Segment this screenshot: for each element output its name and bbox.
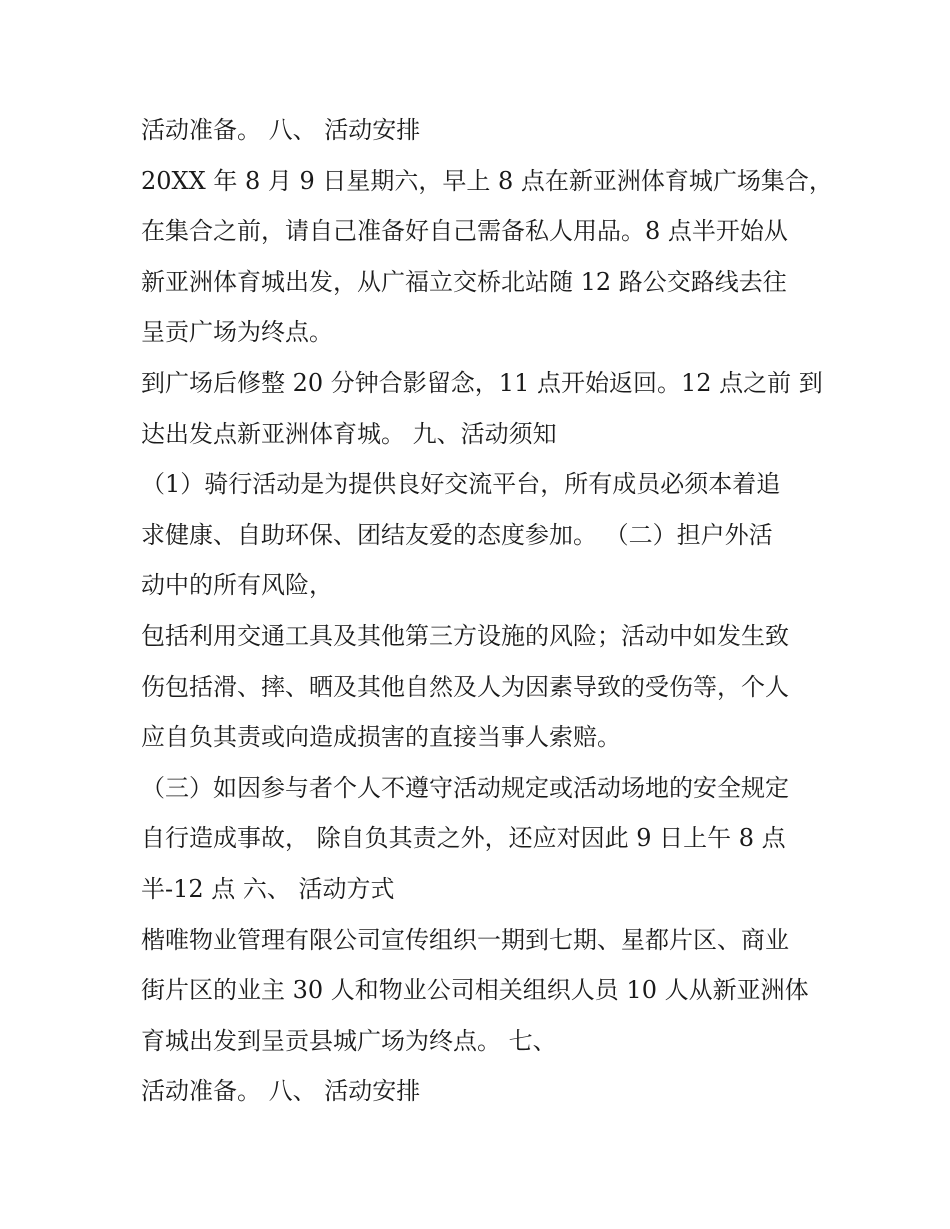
text-line: 动中的所有风险， bbox=[141, 571, 333, 599]
text-line: 20XX 年 8 月 9 日星期六，早上 8 点在新亚洲体育城广场集合， bbox=[141, 167, 833, 195]
text-line: 楷唯物业管理有限公司宣传组织一期到七期、星都片区、商业 bbox=[141, 926, 789, 954]
text-line: 活动准备。 八、 活动安排 bbox=[141, 116, 421, 144]
text-line: 街片区的业主 30 人和物业公司相关组织人员 10 人从新亚洲体 bbox=[141, 976, 809, 1004]
text-line: 到广场后修整 20 分钟合影留念，11 点开始返回。12 点之前 到 bbox=[141, 369, 823, 397]
text-line: 自行造成事故， 除自负其责之外，还应对因此 9 日上午 8 点 bbox=[141, 824, 786, 852]
text-line: （1）骑行活动是为提供良好交流平台，所有成员必须本着追 bbox=[141, 470, 781, 498]
text-line: 活动准备。 八、 活动安排 bbox=[141, 1077, 421, 1105]
text-line: 在集合之前，请自己准备好自己需备私人用品。8 点半开始从 bbox=[141, 217, 788, 245]
text-line: 育城出发到呈贡县城广场为终点。 七、 bbox=[141, 1027, 557, 1055]
text-line: 呈贡广场为终点。 bbox=[141, 318, 333, 346]
text-line: 应自负其责或向造成损害的直接当事人索赔。 bbox=[141, 723, 621, 751]
text-line: 求健康、自助环保、团结友爱的态度参加。 （二）担户外活 bbox=[141, 521, 773, 549]
text-line: 伤包括滑、摔、晒及其他自然及人为因素导致的受伤等，个人 bbox=[141, 673, 789, 701]
text-line: （三）如因参与者个人不遵守活动规定或活动场地的安全规定 bbox=[141, 774, 789, 802]
text-line: 新亚洲体育城出发，从广福立交桥北站随 12 路公交路线去往 bbox=[141, 268, 787, 296]
text-line: 达出发点新亚洲体育城。 九、活动须知 bbox=[141, 420, 557, 448]
text-line: 半-12 点 六、 活动方式 bbox=[141, 875, 395, 903]
text-line: 包括利用交通工具及其他第三方设施的风险；活动中如发生致 bbox=[141, 622, 789, 650]
